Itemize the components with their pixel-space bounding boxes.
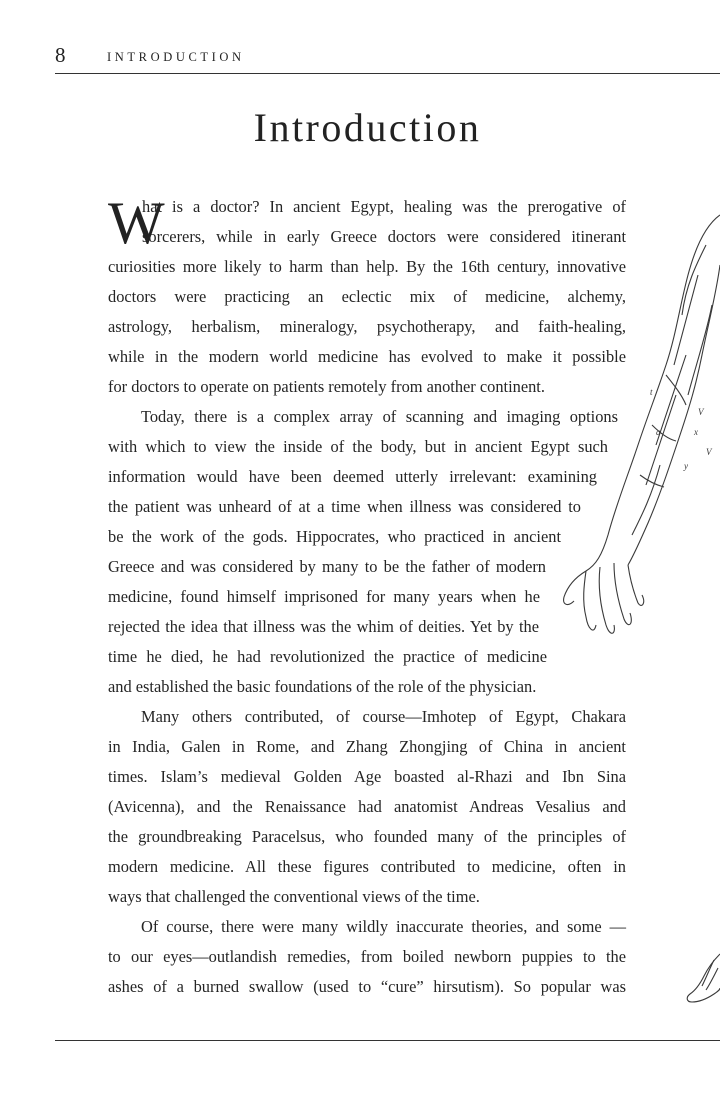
header-rule	[55, 73, 720, 74]
text-line: ways that challenged the conventional views of the time.	[108, 887, 480, 906]
drop-cap: W	[108, 190, 165, 256]
text-line: hat is a doctor? In ancient Egypt, healing was the prerogative of	[142, 197, 626, 216]
text-line: Of course, there were many wildly inaccurate theories, and some —	[141, 917, 626, 936]
text-line: for doctors to operate on patients remotely from another continent.	[108, 377, 545, 396]
arm-label-3: V	[698, 407, 704, 417]
text-line: and established the basic foundations of the role of the physician.	[108, 677, 537, 696]
text-line: while in the modern world medicine has evolved to make it possible	[108, 347, 626, 366]
page-number: 8	[55, 43, 66, 67]
text-line: modern medicine. All these figures contributed to medicine, often in	[108, 857, 626, 876]
arm-label-4: x	[694, 427, 698, 437]
anatomical-arm-illustration	[556, 205, 720, 650]
text-line: rejected the idea that illness was the whim of deities. Yet by the	[108, 617, 539, 636]
text-line: sorcerers, while in early Greece doctors were considered itinerant	[142, 227, 626, 246]
chapter-title: Introduction	[253, 105, 482, 150]
text-line: doctors were practicing an eclectic mix of medicine, alchemy,	[108, 287, 626, 306]
running-title: INTRODUCTION	[107, 50, 245, 64]
arm-label-6: V	[706, 447, 712, 457]
text-line: Today, there is a complex array of scanning and imaging options	[141, 407, 618, 426]
anatomical-foot-illustration	[684, 950, 720, 1006]
text-line: Many others contributed, of course—Imhotep of Egypt, Chakara	[141, 707, 626, 726]
footer-rule	[55, 1040, 720, 1041]
arm-label-1: t	[650, 387, 653, 397]
arm-label-2: a	[656, 427, 661, 437]
text-line: time he died, he had revolutionized the practice of medicine	[108, 647, 547, 666]
text-line: with which to view the inside of the body, but in ancient Egypt such	[108, 437, 608, 456]
text-line: curiosities more likely to harm than help. By the 16th century, innovative	[108, 257, 626, 276]
text-line: to our eyes—outlandish remedies, from boiled newborn puppies to the	[108, 947, 626, 966]
text-line: times. Islam’s medieval Golden Age boasted al-Rhazi and Ibn Sina	[108, 767, 626, 786]
running-head	[0, 0, 720, 76]
text-line: be the work of the gods. Hippocrates, who practiced in ancient	[108, 527, 561, 546]
text-line: the groundbreaking Paracelsus, who founded many of the principles of	[108, 827, 626, 846]
text-line: Greece and was considered by many to be the father of modern	[108, 557, 546, 576]
text-line: (Avicenna), and the Renaissance had anatomist Andreas Vesalius and	[108, 797, 626, 816]
text-line: astrology, herbalism, mineralogy, psychotherapy, and faith-healing,	[108, 317, 626, 336]
text-line: information would have been deemed utterly irrelevant: examining	[108, 467, 597, 486]
text-line: the patient was unheard of at a time when illness was considered to	[108, 497, 581, 516]
text-line: ashes of a burned swallow (used to “cure” hirsutism). So popular was	[108, 977, 626, 996]
text-line: in India, Galen in Rome, and Zhang Zhongjing of China in ancient	[108, 737, 626, 756]
text-line: medicine, found himself imprisoned for many years when he	[108, 587, 540, 606]
arm-label-5: y	[684, 461, 688, 471]
